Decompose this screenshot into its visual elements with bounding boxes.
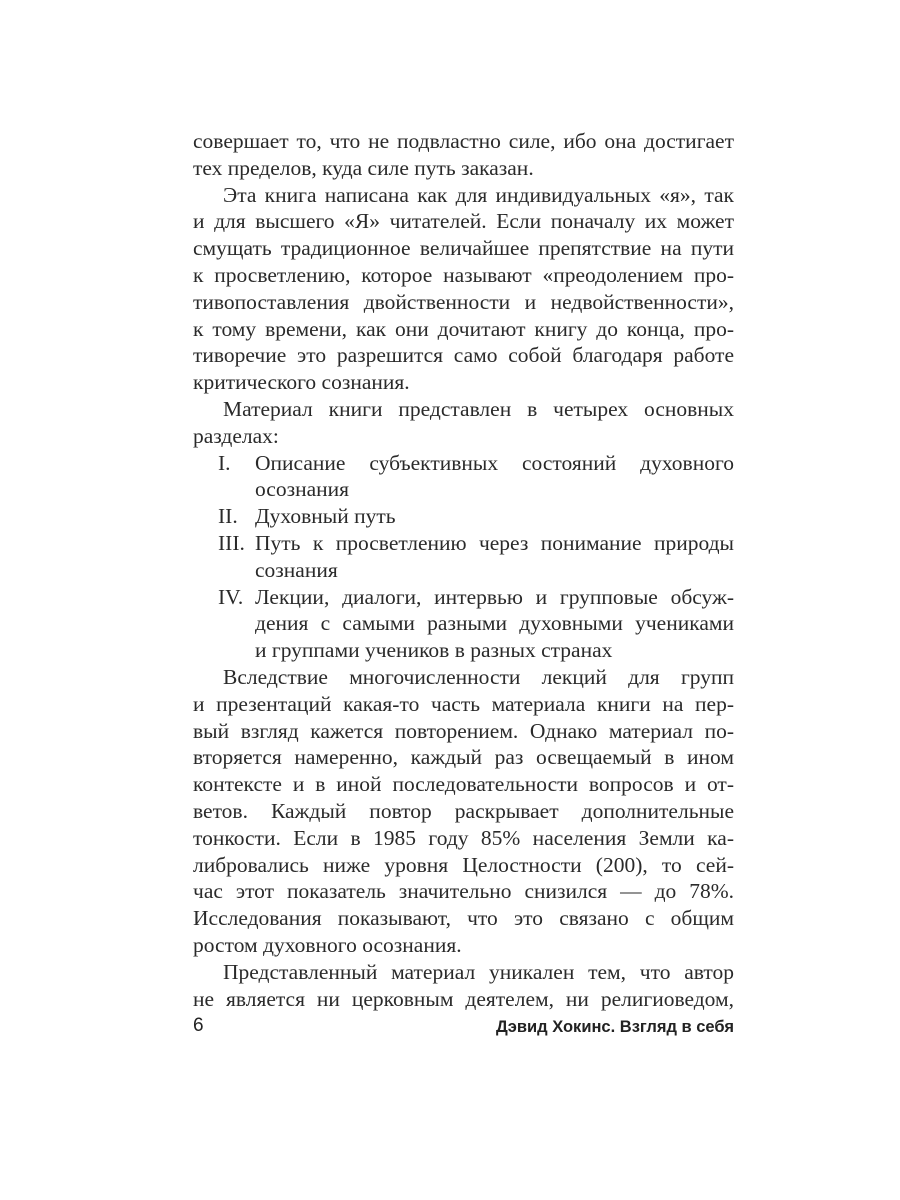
list-item-text: Лекции, диалоги, интервью и групповые обсуж- <box>255 584 734 609</box>
list-item <box>193 530 734 584</box>
text-line: Исследования показывают, что это связано с общим <box>193 906 734 931</box>
page-footer <box>193 1015 734 1039</box>
text-line: тонкости. Если в 1985 году 85% населения Земли ка- <box>193 825 734 850</box>
text-line: разделах: <box>193 423 279 448</box>
text-line: и презентаций какая-то часть материала книги на пер- <box>193 691 734 716</box>
text-line: Эта книга написана как для индивидуальных «я», так <box>223 182 734 207</box>
text-line: критического сознания. <box>193 370 410 395</box>
list-numeral: III. <box>218 530 245 555</box>
text-line <box>193 450 734 477</box>
text-line <box>193 503 734 530</box>
list-item <box>193 584 734 664</box>
text-line: Вследствие многочисленности лекций для групп <box>223 664 734 689</box>
text-line <box>193 557 734 584</box>
paragraph <box>193 182 734 396</box>
text-line <box>193 476 734 503</box>
text-line <box>193 530 734 557</box>
text-line: тех пределов, куда силе путь заказан. <box>193 155 534 180</box>
text-line: Материал книги представлен в четырех основных <box>223 396 734 421</box>
list-item-text: сознания <box>255 557 338 582</box>
text-line <box>193 637 734 664</box>
text-line: ростом духовного осознания. <box>193 932 462 957</box>
paragraph <box>193 396 734 450</box>
list-item-text: Описание субъективных состояний духовного <box>255 450 734 475</box>
page-body <box>193 128 734 1012</box>
text-line: смущать традиционное величайшее препятствие на пути <box>193 236 734 261</box>
text-line: либровались ниже уровня Целостности (200), то сей- <box>193 852 734 877</box>
text-line: тиворечие это разрешится само собой благодаря работе <box>193 343 734 368</box>
text-line: ветов. Каждый повтор раскрывает дополнительные <box>193 798 734 823</box>
running-title: Дэвид Хокинс. Взгляд в себя <box>495 1018 734 1036</box>
text-line: контексте и в иной последовательности вопросов и от- <box>193 772 734 797</box>
paragraph <box>193 664 734 959</box>
list-numeral: II. <box>218 504 238 529</box>
list-item-text: и группами учеников в разных странах <box>255 638 613 663</box>
text-line: к просветлению, которое называют «преодолением про- <box>193 262 734 287</box>
paragraph <box>193 959 734 1013</box>
text-line: к тому времени, как они дочитают книгу до конца, про- <box>193 316 734 341</box>
text-line <box>193 584 734 611</box>
list-item-text: Путь к просветлению через понимание природы <box>255 530 734 555</box>
text-line: совершает то, что не подвластно силе, ибо она достигает <box>193 129 734 153</box>
list-item-text: Духовный путь <box>255 504 396 529</box>
text-line: вый взгляд кажется повторением. Однако материал по- <box>193 718 734 743</box>
list-item-text: дения с самыми разными духовными учениками <box>255 611 734 636</box>
text-line: час этот показатель значительно снизился — до 78%. <box>193 879 734 904</box>
text-line: Представленный материал уникален тем, что автор <box>223 959 734 984</box>
text-line: не является ни церковным деятелем, ни религиоведом, <box>193 986 734 1011</box>
list-numeral: IV. <box>218 584 244 609</box>
list-numeral: I. <box>218 450 231 475</box>
list-item-text: осознания <box>255 477 350 502</box>
text-line: вторяется намеренно, каждый раз освещаемый в ином <box>193 745 734 770</box>
page-number: 6 <box>193 1015 204 1036</box>
text-line: тивопоставления двойственности и недвойственности», <box>193 289 734 314</box>
paragraph <box>193 128 734 182</box>
text-line <box>193 610 734 637</box>
list-item <box>193 450 734 504</box>
list-item <box>193 503 734 530</box>
text-line: и для высшего «Я» читателей. Если поначалу их может <box>193 209 734 234</box>
